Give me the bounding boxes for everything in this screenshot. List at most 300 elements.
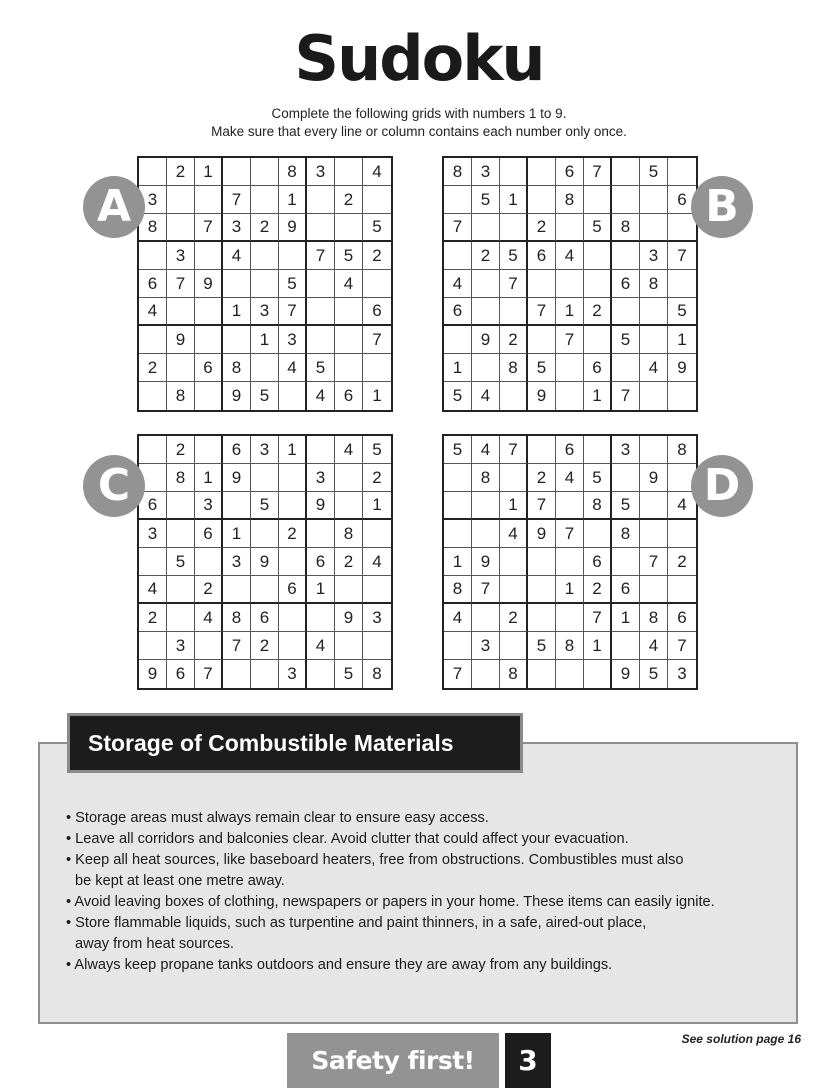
sudoku-cell: 6 (584, 354, 612, 382)
sudoku-cell: 4 (363, 158, 391, 186)
sudoku-cell (556, 604, 584, 632)
sudoku-cell: 4 (139, 576, 167, 604)
sudoku-cell: 2 (500, 326, 528, 354)
sudoku-cell: 2 (584, 576, 612, 604)
sudoku-cell (472, 270, 500, 298)
sudoku-cell: 4 (363, 548, 391, 576)
sudoku-cell: 2 (584, 298, 612, 326)
sudoku-cell: 8 (556, 186, 584, 214)
sudoku-cell (195, 186, 223, 214)
sudoku-cell: 5 (167, 548, 195, 576)
sudoku-cell: 9 (279, 214, 307, 242)
sudoku-cell: 2 (335, 186, 363, 214)
sudoku-cell (335, 298, 363, 326)
sudoku-cell: 8 (223, 354, 251, 382)
sudoku-cell (139, 548, 167, 576)
sudoku-cell (195, 382, 223, 410)
puzzle-label-c: C (83, 455, 145, 517)
sudoku-grid-c (137, 434, 393, 690)
sudoku-cell (584, 270, 612, 298)
sudoku-cell (500, 382, 528, 410)
sudoku-cell: 5 (363, 214, 391, 242)
sudoku-cell: 3 (167, 632, 195, 660)
sudoku-cell: 7 (223, 186, 251, 214)
sudoku-cell: 7 (584, 604, 612, 632)
puzzle-label-a: A (83, 176, 145, 238)
sudoku-cell: 9 (472, 548, 500, 576)
sudoku-cell: 7 (444, 660, 472, 688)
sudoku-cell: 7 (584, 158, 612, 186)
sudoku-cell: 5 (584, 464, 612, 492)
sudoku-cell: 2 (279, 520, 307, 548)
sudoku-cell (528, 604, 556, 632)
sudoku-cell: 2 (668, 548, 696, 576)
sudoku-cell: 9 (307, 492, 335, 520)
sudoku-cell (640, 186, 668, 214)
sudoku-cell: 6 (668, 604, 696, 632)
sudoku-cell (307, 186, 335, 214)
sudoku-cell (556, 492, 584, 520)
sudoku-grid-b (442, 156, 698, 412)
sudoku-cell (335, 632, 363, 660)
sudoku-cell: 7 (223, 632, 251, 660)
sudoku-cell (335, 158, 363, 186)
sudoku-cell: 8 (556, 632, 584, 660)
sudoku-cell: 7 (444, 214, 472, 242)
bullet-item-continuation: be kept at least one metre away. (75, 873, 285, 889)
sudoku-cell (307, 298, 335, 326)
sudoku-cell (612, 158, 640, 186)
sudoku-cell: 1 (500, 186, 528, 214)
sudoku-cell (640, 326, 668, 354)
puzzle-label-d: D (691, 455, 753, 517)
sudoku-cell (279, 604, 307, 632)
sudoku-cell (500, 548, 528, 576)
sudoku-cell: 1 (556, 298, 584, 326)
sudoku-cell (584, 326, 612, 354)
sudoku-cell (335, 576, 363, 604)
sudoku-cell (612, 464, 640, 492)
sudoku-cell: 5 (584, 214, 612, 242)
sudoku-cell (640, 520, 668, 548)
sudoku-cell (612, 298, 640, 326)
sudoku-cell (251, 576, 279, 604)
bullet-list (66, 808, 786, 976)
sudoku-cell: 4 (500, 520, 528, 548)
sudoku-cell (668, 214, 696, 242)
sudoku-cell (251, 520, 279, 548)
sudoku-cell (444, 520, 472, 548)
sudoku-cell (223, 158, 251, 186)
sudoku-cell: 6 (167, 660, 195, 688)
sudoku-cell: 6 (307, 548, 335, 576)
instruction-line-2: Make sure that every line or column contains each number only once. (211, 124, 627, 139)
sudoku-cell: 8 (335, 520, 363, 548)
sudoku-cell: 1 (279, 186, 307, 214)
sudoku-cell: 7 (472, 576, 500, 604)
sudoku-cell: 8 (640, 270, 668, 298)
sudoku-cell (444, 242, 472, 270)
sudoku-cell: 6 (668, 186, 696, 214)
sudoku-cell: 3 (307, 158, 335, 186)
sudoku-cell (307, 326, 335, 354)
sudoku-cell (307, 436, 335, 464)
sudoku-cell (195, 548, 223, 576)
sudoku-cell: 1 (584, 382, 612, 410)
sudoku-cell (640, 492, 668, 520)
sudoku-cell: 8 (372, 664, 382, 683)
sudoku-cell: 6 (528, 242, 556, 270)
sudoku-cell: 9 (335, 604, 363, 632)
sudoku-cell (139, 326, 167, 354)
sudoku-cell (444, 326, 472, 354)
sudoku-cell: 4 (668, 492, 696, 520)
sudoku-cell: 3 (139, 520, 167, 548)
sudoku-cell (251, 270, 279, 298)
sudoku-cell: 1 (251, 326, 279, 354)
sudoku-cell (167, 604, 195, 632)
sudoku-cell: 7 (640, 548, 668, 576)
sudoku-cell: 8 (223, 604, 251, 632)
sudoku-cell: 9 (528, 520, 556, 548)
sudoku-cell (472, 354, 500, 382)
sudoku-cell (167, 492, 195, 520)
sudoku-cell: 1 (363, 492, 391, 520)
sudoku-cell (640, 436, 668, 464)
bullet-item: • Storage areas must always remain clear to ensure easy access. (66, 810, 489, 826)
sudoku-cell: 6 (556, 158, 584, 186)
sudoku-cell: 6 (195, 354, 223, 382)
sudoku-cell (279, 242, 307, 270)
sudoku-cell (584, 186, 612, 214)
sudoku-cell: 4 (223, 242, 251, 270)
sudoku-cell (472, 492, 500, 520)
sudoku-cell: 5 (612, 326, 640, 354)
sudoku-cell: 1 (500, 492, 528, 520)
sudoku-cell: 5 (335, 660, 363, 688)
sudoku-cell (668, 382, 696, 410)
sudoku-cell (167, 576, 195, 604)
bullet-item: • Store flammable liquids, such as turpentine and paint thinners, in a safe, aired-out place, (66, 915, 647, 931)
sudoku-cell (167, 520, 195, 548)
sudoku-cell: 2 (251, 632, 279, 660)
sudoku-cell: 5 (335, 242, 363, 270)
sudoku-cell: 9 (528, 382, 556, 410)
bullet-item: • Keep all heat sources, like baseboard heaters, free from obstructions. Combustibles must also (66, 852, 684, 868)
sudoku-cell: 1 (223, 298, 251, 326)
sudoku-cell: 8 (500, 354, 528, 382)
sudoku-cell: 4 (556, 464, 584, 492)
bullet-item-continuation: away from heat sources. (75, 936, 234, 952)
sudoku-cell (500, 214, 528, 242)
sudoku-cell: 8 (472, 464, 500, 492)
sudoku-cell: 3 (223, 214, 251, 242)
sudoku-cell: 4 (556, 242, 584, 270)
sudoku-cell (139, 158, 167, 186)
sudoku-cell (223, 270, 251, 298)
sudoku-cell (251, 186, 279, 214)
sudoku-cell: 6 (363, 298, 391, 326)
sudoku-cell (444, 492, 472, 520)
sudoku-cell: 3 (251, 298, 279, 326)
sudoku-cell (668, 158, 696, 186)
sudoku-cell (251, 242, 279, 270)
sudoku-cell (528, 548, 556, 576)
sudoku-cell (472, 604, 500, 632)
sudoku-cell: 2 (335, 548, 363, 576)
sudoku-cell: 3 (640, 242, 668, 270)
sudoku-cell (251, 354, 279, 382)
sudoku-cell (335, 326, 363, 354)
sudoku-cell: 1 (307, 576, 335, 604)
sudoku-cell (500, 158, 528, 186)
sudoku-cell: 8 (167, 382, 195, 410)
sudoku-cell: 3 (223, 548, 251, 576)
sudoku-cell: 6 (251, 604, 279, 632)
sudoku-cell (279, 492, 307, 520)
sudoku-cell (251, 158, 279, 186)
sudoku-cell (528, 326, 556, 354)
sudoku-cell (556, 660, 584, 688)
puzzle-label-b: B (691, 176, 753, 238)
sudoku-cell: 6 (139, 270, 167, 298)
sudoku-cell (335, 492, 363, 520)
sudoku-cell (167, 186, 195, 214)
sudoku-cell: 1 (195, 158, 223, 186)
sudoku-cell (612, 548, 640, 576)
sudoku-cell: 8 (612, 214, 640, 242)
sudoku-cell: 6 (223, 436, 251, 464)
sudoku-cell: 1 (444, 548, 472, 576)
sudoku-cell: 4 (335, 436, 363, 464)
sudoku-cell: 2 (139, 604, 167, 632)
sudoku-cell (556, 214, 584, 242)
sudoku-cell: 7 (195, 214, 223, 242)
solution-reference: See solution page 16 (681, 1032, 801, 1046)
sudoku-cell: 5 (472, 186, 500, 214)
sudoku-cell (528, 158, 556, 186)
sudoku-cell (556, 382, 584, 410)
sudoku-cell (195, 632, 223, 660)
sudoku-cell: 2 (167, 158, 195, 186)
sudoku-cell: 7 (528, 492, 556, 520)
sudoku-cell: 5 (612, 492, 640, 520)
sudoku-cell: 2 (363, 464, 391, 492)
sudoku-cell: 8 (584, 492, 612, 520)
sudoku-cell: 8 (612, 520, 640, 548)
sudoku-cell (363, 632, 391, 660)
sudoku-cell: 7 (612, 382, 640, 410)
sudoku-cell: 7 (363, 326, 391, 354)
sudoku-cell: 2 (139, 354, 167, 382)
sudoku-cell: 5 (528, 632, 556, 660)
sudoku-cell: 2 (195, 576, 223, 604)
sudoku-cell (195, 242, 223, 270)
sudoku-cell: 8 (500, 660, 528, 688)
sudoku-cell (251, 660, 279, 688)
sudoku-cell: 6 (612, 576, 640, 604)
sudoku-cell: 5 (640, 660, 668, 688)
sudoku-cell (584, 520, 612, 548)
sudoku-cell (167, 214, 195, 242)
sudoku-cell (612, 242, 640, 270)
sudoku-cell: 9 (167, 326, 195, 354)
sudoku-cell (307, 520, 335, 548)
sudoku-cell (167, 354, 195, 382)
footer-tagline: Safety first! (287, 1033, 499, 1088)
sudoku-cell: 4 (307, 382, 335, 410)
sudoku-cell (223, 326, 251, 354)
sudoku-cell: 5 (444, 382, 472, 410)
sudoku-cell (528, 270, 556, 298)
sudoku-cell: 4 (640, 354, 668, 382)
sudoku-cell: 4 (279, 354, 307, 382)
sudoku-cell: 1 (195, 464, 223, 492)
sudoku-cell: 5 (640, 158, 668, 186)
sudoku-cell (279, 548, 307, 576)
sudoku-cell: 8 (640, 604, 668, 632)
sudoku-cell: 4 (444, 604, 472, 632)
sudoku-cell: 9 (139, 660, 167, 688)
sudoku-cell (612, 354, 640, 382)
page-number: 3 (505, 1033, 551, 1088)
sudoku-cell (500, 298, 528, 326)
sudoku-cell (584, 660, 612, 688)
sudoku-cell: 9 (223, 382, 251, 410)
sudoku-cell: 5 (307, 354, 335, 382)
page-title: Sudoku (294, 22, 544, 95)
sudoku-grid-a (137, 156, 393, 412)
sudoku-cell: 6 (584, 548, 612, 576)
sudoku-cell (335, 214, 363, 242)
sudoku-cell (363, 270, 391, 298)
sudoku-cell: 7 (307, 242, 335, 270)
sudoku-cell: 2 (472, 242, 500, 270)
sudoku-cell: 6 (612, 270, 640, 298)
sudoku-cell: 1 (223, 520, 251, 548)
sudoku-cell: 3 (307, 464, 335, 492)
sudoku-cell: 1 (279, 436, 307, 464)
section-heading: Storage of Combustible Materials (67, 713, 523, 773)
sudoku-cell: 1 (668, 326, 696, 354)
sudoku-cell: 9 (612, 660, 640, 688)
sudoku-cell: 1 (372, 386, 382, 405)
sudoku-cell (279, 382, 307, 410)
sudoku-cell (640, 214, 668, 242)
sudoku-cell (472, 660, 500, 688)
sudoku-cell (195, 326, 223, 354)
sudoku-cell: 5 (251, 382, 279, 410)
sudoku-cell: 2 (363, 242, 391, 270)
sudoku-cell (363, 576, 391, 604)
sudoku-cell (556, 270, 584, 298)
sudoku-cell: 3 (279, 326, 307, 354)
bullet-item: • Avoid leaving boxes of clothing, newspapers or papers in your home. These items can easily ignite. (66, 894, 715, 910)
sudoku-cell (363, 520, 391, 548)
sudoku-cell (640, 298, 668, 326)
sudoku-cell: 4 (195, 604, 223, 632)
sudoku-cell (612, 632, 640, 660)
sudoku-cell: 8 (668, 436, 696, 464)
sudoku-cell: 7 (668, 632, 696, 660)
sudoku-cell (139, 436, 167, 464)
sudoku-cell: 6 (335, 382, 363, 410)
sudoku-cell: 3 (472, 158, 500, 186)
sudoku-cell (363, 354, 391, 382)
sudoku-cell: 3 (363, 604, 391, 632)
sudoku-cell: 2 (167, 436, 195, 464)
sudoku-cell: 1 (556, 576, 584, 604)
sudoku-cell: 1 (612, 604, 640, 632)
sudoku-cell: 7 (528, 298, 556, 326)
bullet-item: • Always keep propane tanks outdoors and ensure they are away from any buildings. (66, 957, 613, 973)
sudoku-cell: 2 (528, 464, 556, 492)
sudoku-cell (584, 242, 612, 270)
instruction-line-1: Complete the following grids with numbers 1 to 9. (271, 106, 567, 121)
sudoku-cell: 6 (556, 436, 584, 464)
sudoku-cell: 3 (472, 632, 500, 660)
sudoku-cell: 4 (640, 632, 668, 660)
sudoku-cell: 5 (279, 270, 307, 298)
sudoku-cell: 8 (444, 158, 472, 186)
sudoku-cell (307, 604, 335, 632)
sudoku-cell: 7 (500, 270, 528, 298)
sudoku-grid-d (442, 434, 698, 690)
sudoku-cell (279, 632, 307, 660)
sudoku-cell (556, 548, 584, 576)
sudoku-cell: 9 (472, 326, 500, 354)
sudoku-cell (528, 660, 556, 688)
sudoku-cell (223, 492, 251, 520)
sudoku-cell: 6 (195, 520, 223, 548)
sudoku-cell: 7 (195, 660, 223, 688)
sudoku-cell: 3 (677, 664, 687, 683)
sudoku-cell (500, 464, 528, 492)
sudoku-cell (195, 298, 223, 326)
sudoku-cell (472, 214, 500, 242)
sudoku-cell: 9 (640, 464, 668, 492)
sudoku-cell (335, 354, 363, 382)
sudoku-cell: 8 (139, 214, 167, 242)
sudoku-cell: 4 (472, 382, 500, 410)
sudoku-cell: 3 (612, 436, 640, 464)
sudoku-cell (528, 436, 556, 464)
sudoku-cell: 6 (279, 576, 307, 604)
sudoku-cell: 9 (251, 548, 279, 576)
sudoku-cell (335, 464, 363, 492)
sudoku-cell (139, 242, 167, 270)
sudoku-cell: 4 (444, 270, 472, 298)
sudoku-cell: 2 (500, 604, 528, 632)
sudoku-cell: 7 (668, 242, 696, 270)
sudoku-cell: 6 (139, 492, 167, 520)
sudoku-cell: 3 (279, 660, 307, 688)
sudoku-cell: 9 (195, 270, 223, 298)
sudoku-cell: 5 (668, 298, 696, 326)
sudoku-cell: 2 (528, 214, 556, 242)
sudoku-cell: 1 (584, 632, 612, 660)
sudoku-cell (668, 270, 696, 298)
sudoku-cell (167, 298, 195, 326)
sudoku-cell (223, 576, 251, 604)
sudoku-cell: 4 (472, 436, 500, 464)
sudoku-cell (251, 464, 279, 492)
sudoku-cell: 8 (279, 158, 307, 186)
sudoku-cell: 2 (251, 214, 279, 242)
sudoku-cell: 7 (500, 436, 528, 464)
sudoku-cell: 7 (556, 520, 584, 548)
sudoku-cell (279, 464, 307, 492)
